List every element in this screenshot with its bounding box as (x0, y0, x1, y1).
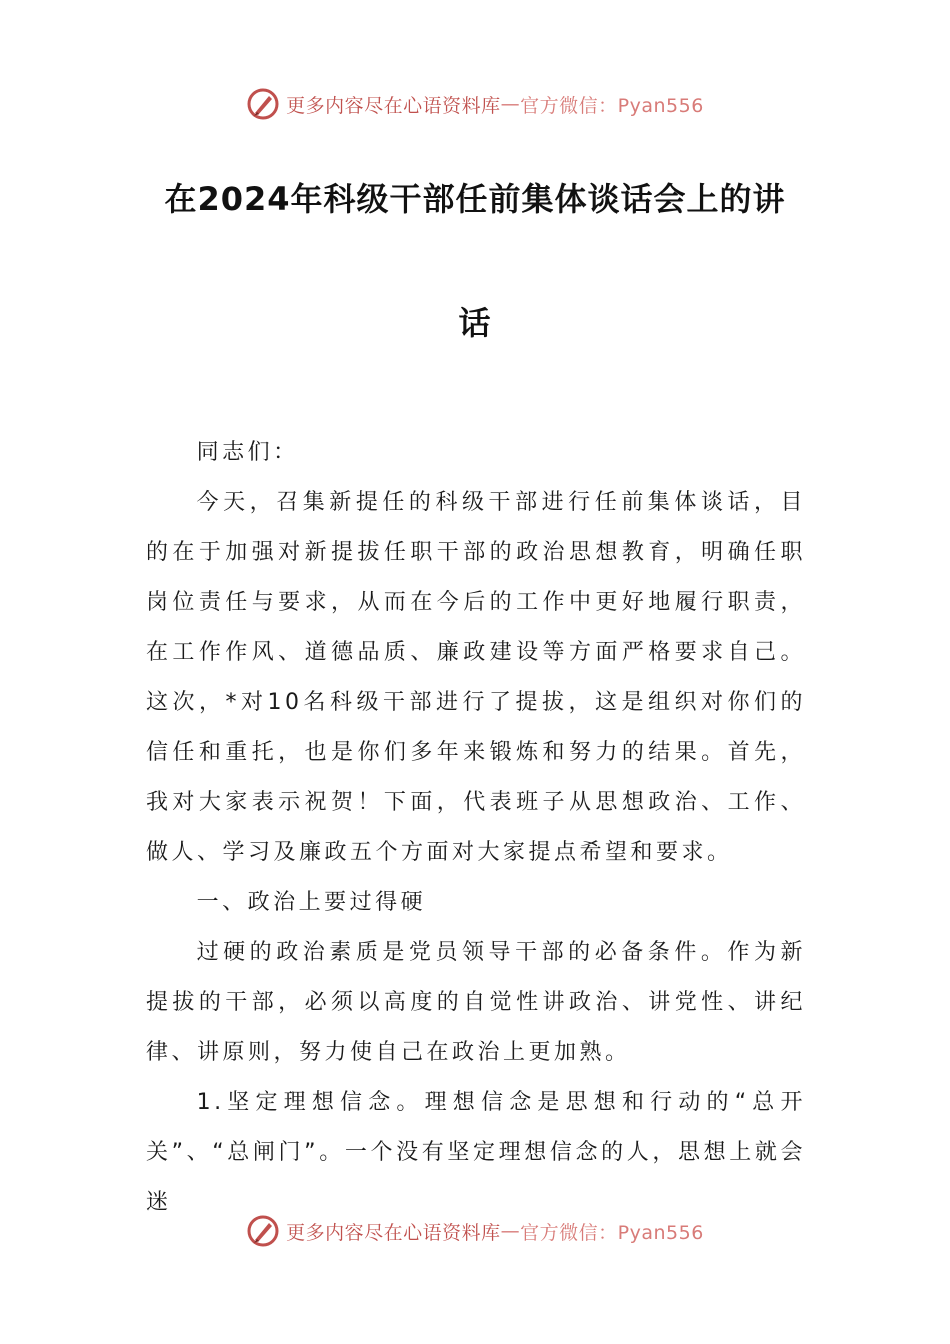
watermark-text: 更多内容尽在心语资料库 (286, 1221, 501, 1244)
pen-logo-icon (246, 1214, 280, 1248)
paragraph-section-1: 过硬的政治素质是党员领导干部的必备条件。作为新提拔的干部，必须以高度的自觉性讲政治、讲党性、讲纪律、讲原则，努力使自己在政治上更加熟。 (146, 940, 806, 1065)
section-heading-1: 一、政治上要过得硬 (196, 890, 427, 915)
watermark-contact: 官方微信：Pyan556 (520, 94, 704, 117)
watermark-dash: — (500, 93, 521, 115)
watermark-dash: — (500, 1220, 521, 1242)
watermark-contact: 官方微信：Pyan556 (520, 1221, 704, 1244)
salutation: 同志们： (196, 440, 299, 465)
pen-logo-icon (246, 87, 280, 121)
paragraph-item-1: 1.坚定理想信念。理想信念是思想和行动的“总开关”、“总闸门”。一个没有坚定理想信念的人，思想上就会迷 (146, 1090, 806, 1215)
document-body (146, 428, 806, 1228)
paragraph-intro: 今天，召集新提任的科级干部进行任前集体谈话，目的在于加强对新提拔任职干部的政治思想教育，明确任职岗位责任与要求，从而在今后的工作中更好地履行职责，在工作作风、道德品质、廉政建设等方面严格要求自己。这次，*对10名科级干部进行了提拔，这是组织对你们的信任和重托，也是你们多年来锻炼和努力的结果。首先，我对大家表示祝贺！下面，代表班子从思想政治、工作、做人、学习及廉政五个方面对大家提点希望和要求。 (146, 490, 806, 865)
header-watermark (0, 84, 950, 124)
watermark-text: 更多内容尽在心语资料库 (286, 94, 501, 117)
footer-watermark (0, 1211, 950, 1251)
document-title-line-1: 在2024年科级干部任前集体谈话会上的讲 (164, 180, 786, 218)
document-title-line-2: 话 (458, 304, 492, 342)
